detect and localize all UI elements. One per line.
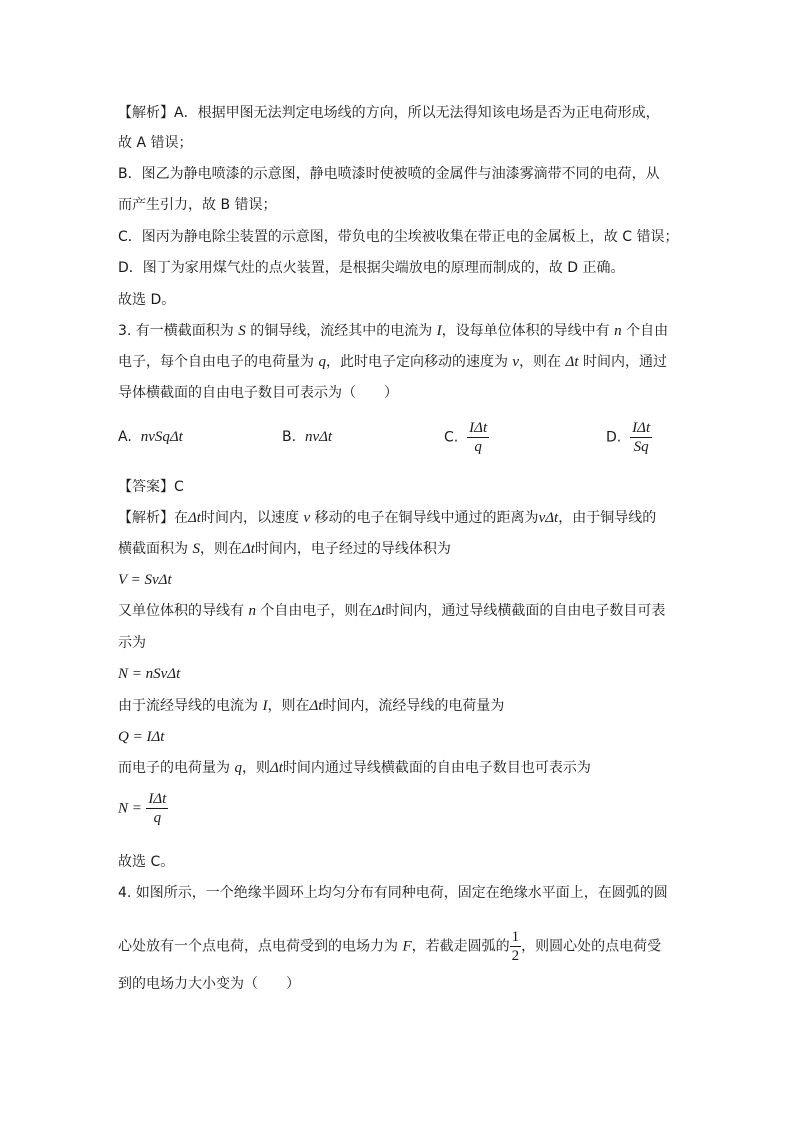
- question-number: 3.: [118, 323, 132, 339]
- analysis-q2-line-c: C．图丙为静电除尘装置的示意图，带负电的尘埃被收集在带正电的金属板上，故 C 错误；: [118, 229, 679, 245]
- fraction-half: $\frac{1}{2}$: [511, 929, 520, 964]
- option-b[interactable]: B. nvΔt: [282, 429, 333, 445]
- equation-number: N = nSvΔt: [118, 666, 181, 682]
- equation-volume: V = SvΔt: [118, 572, 172, 588]
- question-number: 4.: [118, 885, 132, 901]
- equation-number-fraction: N = $\frac{\text{IΔt}}{q}$: [118, 791, 167, 826]
- analysis-q2-line-d: D．图丁为家用煤气灶的点火装置，是根据尖端放电的原理而制成的，故 D 正确。: [118, 260, 625, 276]
- option-b-expr: nvΔt: [304, 429, 333, 445]
- option-d-fraction: $\frac{\text{IΔt}}{Sq}$: [632, 420, 651, 455]
- analysis-q2-line-a: 【解析】A．根据甲图无法判定电场线的方向，所以无法得知该电场是否为正电荷形成，: [118, 105, 660, 121]
- answer-value: C: [174, 479, 184, 495]
- question4-line3: 到的电场力大小变为（ ）: [118, 976, 300, 992]
- answer3: [118, 477, 184, 497]
- analysis-q2-line-b: B．图乙为静电喷漆的示意图，静电喷漆时使被喷的金属件与油漆雾滴带不同的电荷，从: [118, 166, 660, 182]
- option-a[interactable]: A. nvSqΔt: [118, 429, 183, 445]
- question4-line1: 4. 如图所示，一个绝缘半圆环上均匀分布有同种电荷，固定在绝缘水平面上，在圆弧的圆: [118, 885, 668, 901]
- analysis3-line3: 又单位体积的导线有 n 个自由电子，则在Δt时间内，通过导线横截面的自由电子数目可表: [118, 603, 666, 619]
- fraction: $\frac{\text{IΔt}}{q}$: [148, 791, 167, 826]
- question3-line2: 电子，每个自由电子的电荷量为 q，此时电子定向移动的速度为 v，则在 Δt 时间内，通过: [118, 354, 667, 370]
- analysis3-conclusion: 故选 C。: [118, 854, 175, 870]
- analysis-label: 【解析】: [118, 510, 174, 526]
- answer-label: 【答案】: [118, 479, 174, 495]
- equation-charge: Q = IΔt: [118, 729, 165, 745]
- analysis-q2-line-a2: 故 A 错误；: [118, 135, 193, 151]
- option-d[interactable]: D. $\frac{\text{IΔt}}{Sq}$: [606, 420, 651, 455]
- question3-line3: 导体横截面的自由电子数目可表示为（ ）: [118, 385, 398, 401]
- option-c[interactable]: C. $\frac{\text{IΔt}}{q}$: [444, 420, 488, 455]
- analysis3-line2: 横截面积为 S，则在Δt时间内，电子经过的导线体积为: [118, 541, 451, 557]
- option-a-expr: nvSqΔt: [140, 429, 183, 445]
- option-c-fraction: $\frac{\text{IΔt}}{q}$: [469, 420, 488, 455]
- analysis-q2-line-b2: 而产生引力，故 B 错误；: [118, 197, 277, 213]
- analysis3-line4: 示为: [118, 635, 146, 651]
- analysis3-line6: 而电子的电荷量为 q，则Δt时间内通过导线横截面的自由电子数目也可表示为: [118, 760, 591, 776]
- question3-line1: 3. 有一横截面积为 S 的铜导线，流经其中的电流为 I，设每单位体积的导线中有 n 个自由: [118, 323, 669, 339]
- analysis3-line5: 由于流经导线的电流为 I，则在Δt时间内，流经导线的电荷量为: [118, 698, 505, 714]
- analysis-q2-conclusion: 故选 D。: [118, 292, 176, 308]
- analysis3-line1: 【解析】在Δt时间内，以速度 v 移动的电子在铜导线中通过的距离为vΔt，由于铜导线的: [118, 510, 657, 526]
- analysis-label: 【解析】: [118, 105, 174, 121]
- question4-line2: 心处放有一个点电荷，点电荷受到的电场力为 F，若截走圆弧的 $\frac{1}{2}$ ，则圆心处的点电荷受: [118, 929, 662, 964]
